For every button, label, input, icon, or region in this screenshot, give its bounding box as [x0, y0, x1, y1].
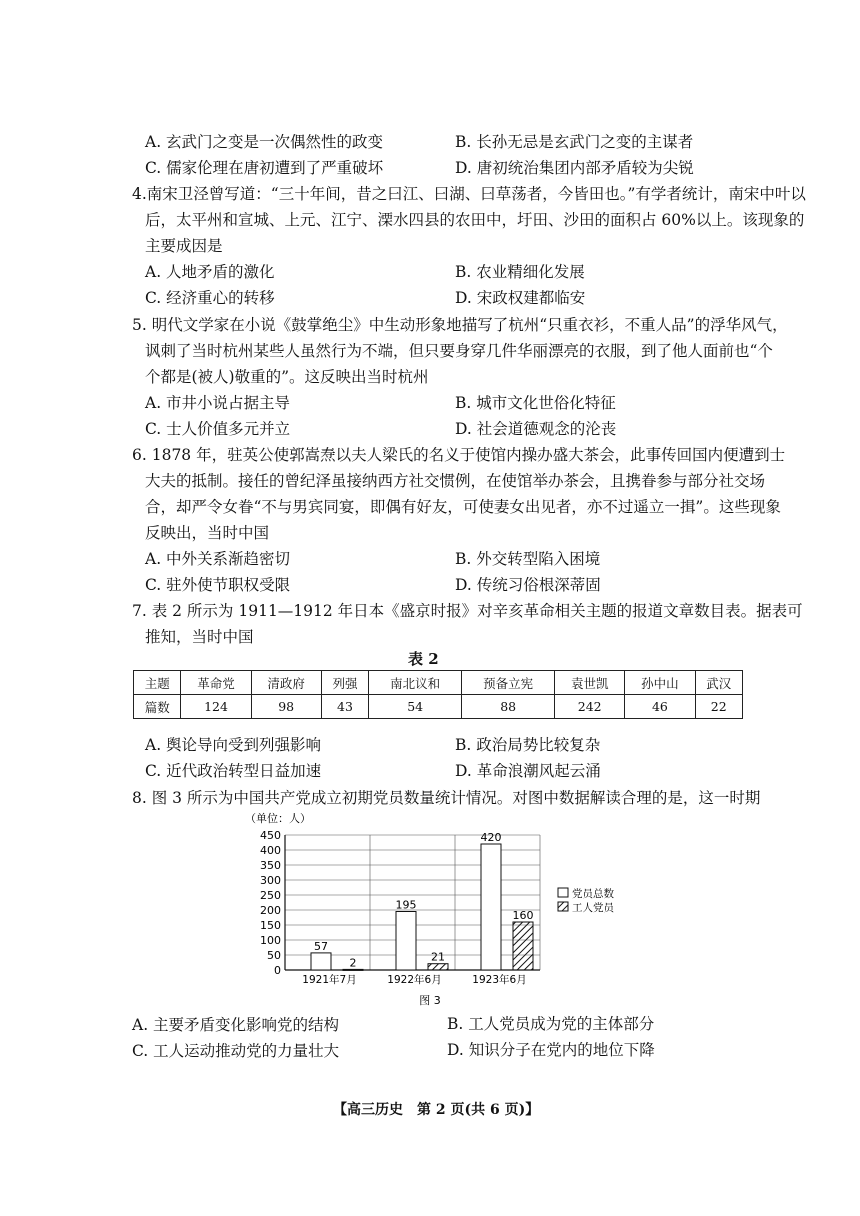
q8-option-c: C. 工人运动推动党的力量壮大: [132, 1042, 340, 1060]
table-cell: 预备立宪: [462, 671, 555, 695]
q6-option-a: A. 中外关系渐趋密切: [145, 550, 291, 568]
y-tick-label: 50: [267, 949, 281, 962]
q7-option-a: A. 舆论导向受到列强影响: [145, 736, 322, 754]
q6-option-c: C. 驻外使节职权受限: [145, 576, 291, 594]
q7-stem-line-1: 7. 表 2 所示为 1911—1912 年日本《盛京时报》对辛亥革命相关主题的报道文章数目表。据表可: [132, 602, 803, 620]
q4-option-b: B. 农业精细化发展: [455, 263, 585, 281]
legend-label: 工人党员: [572, 902, 614, 914]
q8-option-b: B. 工人党员成为党的主体部分: [447, 1015, 655, 1033]
legend-label: 党员总数: [572, 888, 614, 900]
bar-worker: [513, 922, 533, 970]
q4-option-a: A. 人地矛盾的激化: [145, 263, 275, 281]
table-row-topics: [134, 671, 743, 695]
q7-option-d: D. 革命浪潮风起云涌: [455, 762, 601, 780]
y-tick-label: 100: [260, 934, 281, 947]
x-tick-label: 1922年6月: [387, 974, 442, 986]
table-cell: 革命党: [181, 671, 251, 695]
table-cell: 98: [251, 695, 321, 719]
y-tick-label: 300: [260, 874, 281, 887]
q5-option-a: A. 市井小说占据主导: [145, 394, 291, 412]
q3-option-c: C. 儒家伦理在唐初遭到了严重破坏: [145, 159, 384, 177]
bar-total: [481, 844, 501, 970]
q7-option-b: B. 政治局势比较复杂: [455, 736, 601, 754]
q8-option-d: D. 知识分子在党内的地位下降: [447, 1041, 655, 1059]
bar-worker: [343, 969, 363, 970]
table-row-counts: [134, 695, 743, 719]
data-label: 420: [480, 831, 502, 844]
legend-swatch: [558, 888, 568, 897]
q6-stem-line-4: 反映出，当时中国: [145, 524, 270, 542]
q6-stem-line-1: 6. 1878 年，驻英公使郭嵩焘以夫人梁氏的名义于使馆内操办盛大茶会，此事传回国内便遭到士: [132, 446, 786, 464]
table-cell: 54: [369, 695, 462, 719]
table-cell: 124: [181, 695, 251, 719]
table-cell: 南北议和: [369, 671, 462, 695]
q4-stem-line-1: 4.南宋卫泾曾写道：“三十年间，昔之曰江、曰湖、曰草荡者，今皆田也。”有学者统计，南宋中叶以: [132, 185, 806, 203]
data-label: 160: [512, 909, 534, 922]
q8-option-a: A. 主要矛盾变化影响党的结构: [132, 1016, 340, 1034]
q5-stem-line-1: 5. 明代文学家在小说《鼓掌绝尘》中生动形象地描写了杭州“只重衣衫，不重人品”的浮华风气，: [132, 316, 788, 334]
q6-option-b: B. 外交转型陷入困境: [455, 550, 601, 568]
q5-stem-line-3: 个都是(被人)敬重的”。这反映出当时杭州: [145, 368, 429, 386]
y-tick-label: 400: [260, 844, 281, 857]
bar-chart: [240, 808, 660, 1038]
bar-total: [396, 912, 416, 971]
data-label: 2: [349, 956, 357, 970]
bar-worker: [428, 964, 448, 970]
data-label: 57: [314, 939, 328, 953]
q4-stem-line-3: 主要成因是: [145, 237, 223, 255]
q7-option-c: C. 近代政治转型日益加速: [145, 762, 322, 780]
table-cell: 46: [625, 695, 695, 719]
q3-option-b: B. 长孙无忌是玄武门之变的主谋者: [455, 133, 694, 151]
y-tick-label: 150: [260, 919, 281, 932]
table-cell: 孙中山: [625, 671, 695, 695]
data-table: [133, 670, 743, 719]
figure-caption: 图 3: [419, 994, 441, 1007]
y-tick-label: 350: [260, 859, 281, 872]
table-cell: 武汉: [695, 671, 743, 695]
q6-stem-line-3: 合，却严令女眷“不与男宾同宴，即偶有好友，可使妻女出见者，亦不过遥立一揖”。这些现象: [145, 498, 781, 516]
legend-swatch: [558, 902, 568, 911]
bar-total: [311, 953, 331, 970]
data-label: 21: [431, 950, 445, 964]
q4-option-c: C. 经济重心的转移: [145, 289, 275, 307]
q5-option-b: B. 城市文化世俗化特征: [455, 394, 616, 412]
y-tick-label: 250: [260, 889, 281, 902]
y-tick-label: 200: [260, 904, 281, 917]
table-cell: 篇数: [134, 695, 181, 719]
table-cell: 清政府: [251, 671, 321, 695]
y-tick-label: 450: [260, 829, 281, 842]
x-tick-label: 1923年6月: [472, 974, 527, 986]
q4-stem-line-2: 后，太平州和宣城、上元、江宁、溧水四县的农田中，圩田、沙田的面积占 60%以上。该现象的: [145, 211, 805, 229]
q8-stem-line-1: 8. 图 3 所示为中国共产党成立初期党员数量统计情况。对图中数据解读合理的是，这一时期: [132, 789, 761, 807]
table-cell: 43: [321, 695, 368, 719]
q3-option-d: D. 唐初统治集团内部矛盾较为尖锐: [455, 159, 694, 177]
table-cell: 88: [462, 695, 555, 719]
q5-stem-line-2: 讽刺了当时杭州某些人虽然行为不端，但只要身穿几件华丽漂亮的衣服，到了他人面前也“个: [145, 342, 773, 360]
page-footer: 【高三历史 第 2 页(共 6 页)】: [333, 1102, 540, 1118]
q5-option-c: C. 士人价值多元并立: [145, 420, 291, 438]
q6-option-d: D. 传统习俗根深蒂固: [455, 576, 601, 594]
table-cell: 242: [555, 695, 625, 719]
table-cell: 22: [695, 695, 743, 719]
q3-option-a: A. 玄武门之变是一次偶然性的政变: [145, 133, 384, 151]
q5-option-d: D. 社会道德观念的沦丧: [455, 420, 617, 438]
q7-stem-line-2: 推知，当时中国: [145, 628, 254, 646]
q6-stem-line-2: 大夫的抵制。接任的曾纪泽虽接纳西方社交惯例，在使馆举办茶会，且携眷参与部分社交场: [145, 472, 766, 490]
unit-label: （单位：人）: [245, 812, 311, 825]
q4-option-d: D. 宋政权建都临安: [455, 289, 586, 307]
table-cell: 列强: [321, 671, 368, 695]
x-tick-label: 1921年7月: [302, 974, 357, 986]
data-label: 195: [395, 898, 417, 912]
table-cell: 主题: [134, 671, 181, 695]
y-tick-label: 0: [274, 964, 281, 977]
table-caption: 表 2: [408, 650, 439, 668]
table-cell: 袁世凯: [555, 671, 625, 695]
